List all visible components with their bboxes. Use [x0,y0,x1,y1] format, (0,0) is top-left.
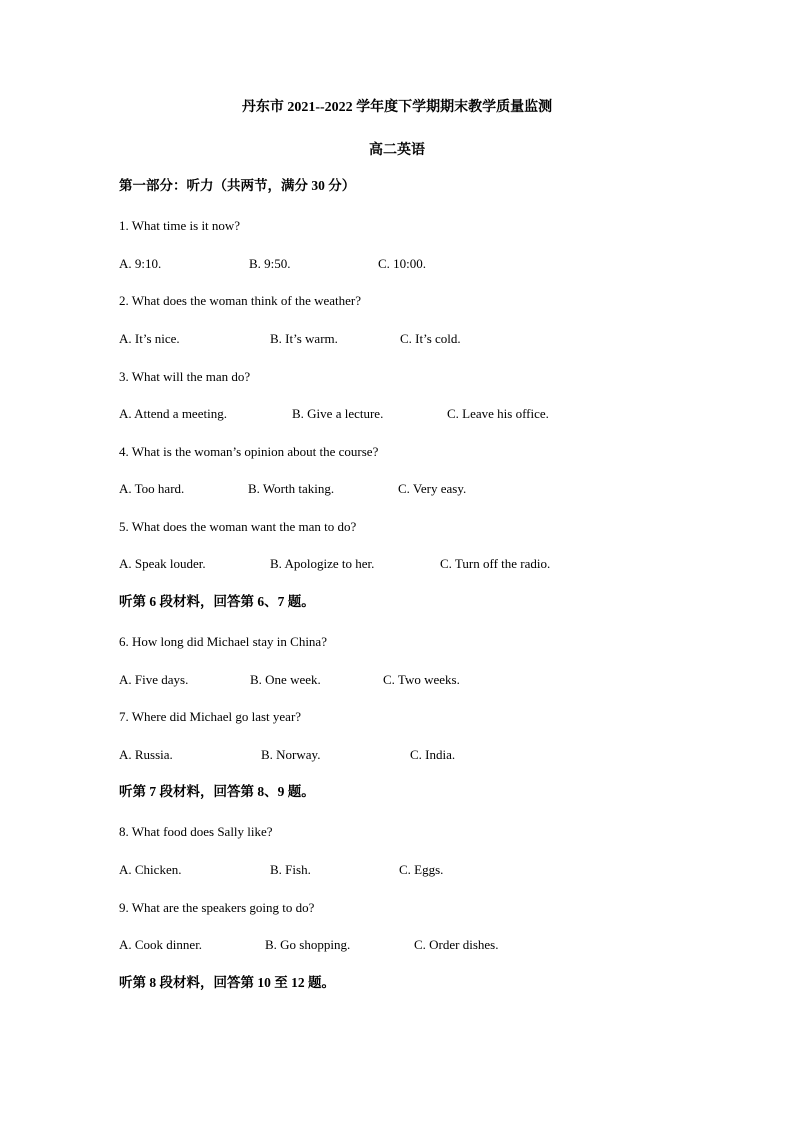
question-stem-3: 3. What will the man do? [119,369,251,384]
option-8a: A. Chicken. [119,862,182,877]
document-title: 丹东市 2021--2022 学年度下学期期末教学质量监测 [241,100,553,115]
option-3b: B. Give a lecture. [292,406,384,421]
question-stem-9: 9. What are the speakers going to do? [119,900,315,915]
option-1a: A. 9:10. [119,256,162,271]
question-stem-8: 8. What food does Sally like? [119,824,273,839]
question-stem-1: 1. What time is it now? [119,218,241,233]
option-2a: A. It’s nice. [119,331,180,346]
option-5c: C. Turn off the radio. [440,556,551,571]
question-stem-4: 4. What is the woman’s opinion about the course? [119,444,379,459]
option-6b: B. One week. [250,672,321,687]
option-8b: B. Fish. [270,862,311,877]
option-6a: A. Five days. [119,672,189,687]
option-7a: A. Russia. [119,747,173,762]
option-8c: C. Eggs. [399,862,444,877]
option-7c: C. India. [410,747,456,762]
option-9c: C. Order dishes. [414,937,499,952]
question-stem-6: 6. How long did Michael stay in China? [119,634,327,649]
instruction-passage-6: 听第 6 段材料，回答第 6、7 题。 [119,594,315,609]
option-5b: B. Apologize to her. [270,556,375,571]
option-6c: C. Two weeks. [383,672,460,687]
option-4c: C. Very easy. [398,481,467,496]
section-heading: 第一部分：听力（共两节，满分 30 分） [119,178,356,193]
option-3c: C. Leave his office. [447,406,549,421]
option-2c: C. It’s cold. [400,331,461,346]
option-9a: A. Cook dinner. [119,937,203,952]
option-4b: B. Worth taking. [248,481,335,496]
question-stem-2: 2. What does the woman think of the weather? [119,293,361,308]
option-2b: B. It’s warm. [270,331,338,346]
option-4a: A. Too hard. [119,481,185,496]
option-1b: B. 9:50. [249,256,291,271]
question-stem-7: 7. Where did Michael go last year? [119,709,302,724]
option-1c: C. 10:00. [378,256,427,271]
option-3a: A. Attend a meeting. [119,406,227,421]
question-stem-5: 5. What does the woman want the man to do? [119,519,357,534]
option-9b: B. Go shopping. [265,937,351,952]
document-subtitle: 高二英语 [369,143,425,158]
option-5a: A. Speak louder. [119,556,206,571]
option-7b: B. Norway. [261,747,321,762]
instruction-passage-8: 听第 8 段材料，回答第 10 至 12 题。 [119,975,335,990]
instruction-passage-7: 听第 7 段材料，回答第 8、9 题。 [119,784,315,799]
